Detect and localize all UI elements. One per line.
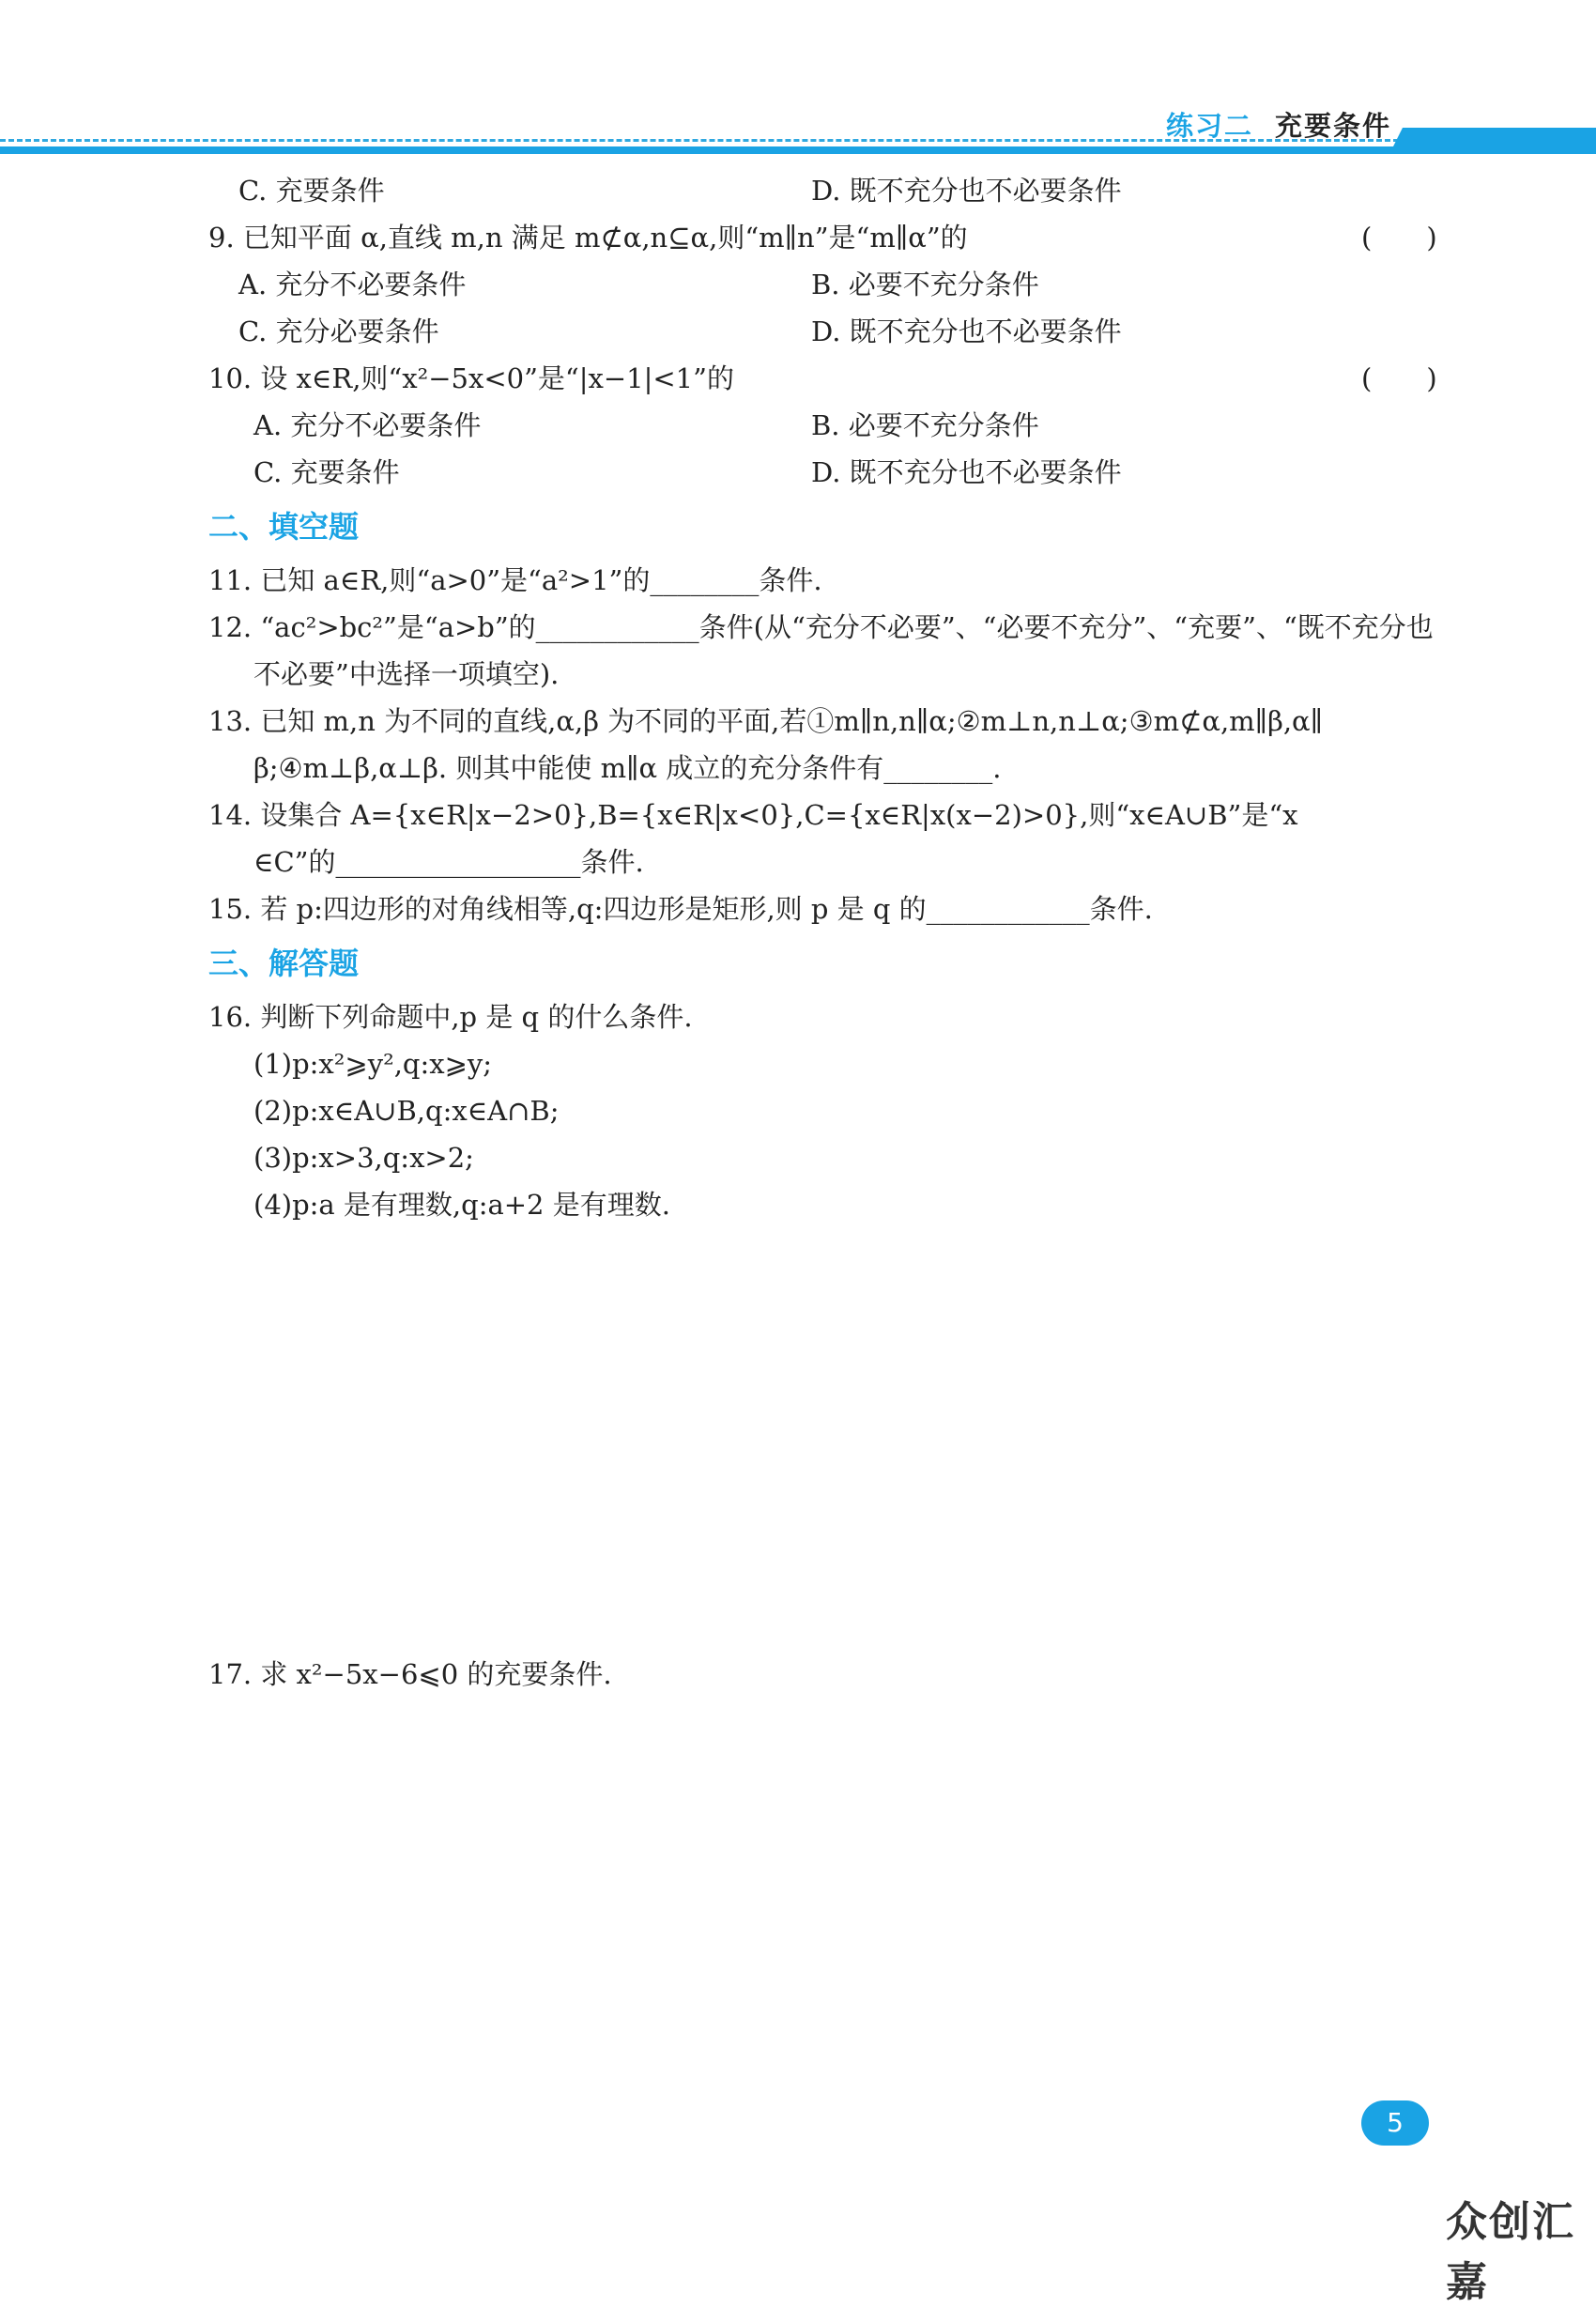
text-line: 9. 已知平面 α,直线 m,n 满足 m⊄α,n⊆α,则“m∥n”是“m∥α”的 [208,222,968,254]
answer-blank-parens: ( ) [1361,362,1437,394]
page-header [0,0,1596,160]
header-series: 练习二 [1166,110,1254,142]
header-tab-shape [1389,128,1596,154]
text-line: 16. 判断下列命题中,p 是 q 的什么条件. [208,1001,693,1033]
text-line: C. 充要条件 [253,456,400,488]
text-line: 17. 求 x²−5x−6⩽0 的充要条件. [208,1658,612,1690]
header-rule [0,146,1596,154]
section-heading: 三、解答题 [208,946,360,981]
text-line: β;④m⊥β,α⊥β. 则其中能使 m∥α 成立的充分条件有________. [253,752,1002,784]
text-line: D. 既不充分也不必要条件 [811,315,1122,347]
text-line: A. 充分不必要条件 [238,269,467,300]
text-line: D. 既不充分也不必要条件 [811,456,1122,488]
text-line: (4)p:a 是有理数,q:a+2 是有理数. [253,1189,670,1221]
watermark: 众创汇嘉 [1446,2198,1575,2306]
answer-blank-parens: ( ) [1361,222,1437,254]
header-topic: 充要条件 [1275,110,1392,142]
text-line: D. 既不充分也不必要条件 [811,175,1122,207]
text-line: ∈C”的__________________条件. [253,846,644,878]
text-line: C. 充要条件 [238,175,385,207]
text-line: (1)p:x²⩾y²,q:x⩾y; [253,1048,493,1080]
text-line: 15. 若 p:四边形的对角线相等,q:四边形是矩形,则 p 是 q 的____________条件. [208,893,1153,925]
text-line: 14. 设集合 A={x∈R|x−2>0},B={x∈R|x<0},C={x∈R|x(x−2)>0},则“x∈A∪B”是“x [208,799,1298,831]
text-line: B. 必要不充分条件 [811,269,1039,300]
page-number: 5 [1361,2100,1429,2146]
text-line: 13. 已知 m,n 为不同的直线,α,β 为不同的平面,若①m∥n,n∥α;②m⊥n,n⊥α;③m⊄α,m∥β,α∥ [208,705,1324,737]
text-line: (3)p:x>3,q:x>2; [253,1142,474,1174]
text-line: 不必要”中选择一项填空). [253,658,560,690]
text-line: A. 充分不必要条件 [253,409,482,441]
section-heading: 二、填空题 [208,509,360,545]
text-line: C. 充分必要条件 [238,315,439,347]
text-line: 12. “ac²>bc²”是“a>b”的____________条件(从“充分不必要”、“必要不充分”、“充要”、“既不充分也 [208,611,1434,643]
text-line: 10. 设 x∈R,则“x²−5x<0”是“|x−1|<1”的 [208,362,734,394]
text-line: 11. 已知 a∈R,则“a>0”是“a²>1”的________条件. [208,564,822,596]
text-line: B. 必要不充分条件 [811,409,1039,441]
text-line: (2)p:x∈A∪B,q:x∈A∩B; [253,1095,560,1127]
